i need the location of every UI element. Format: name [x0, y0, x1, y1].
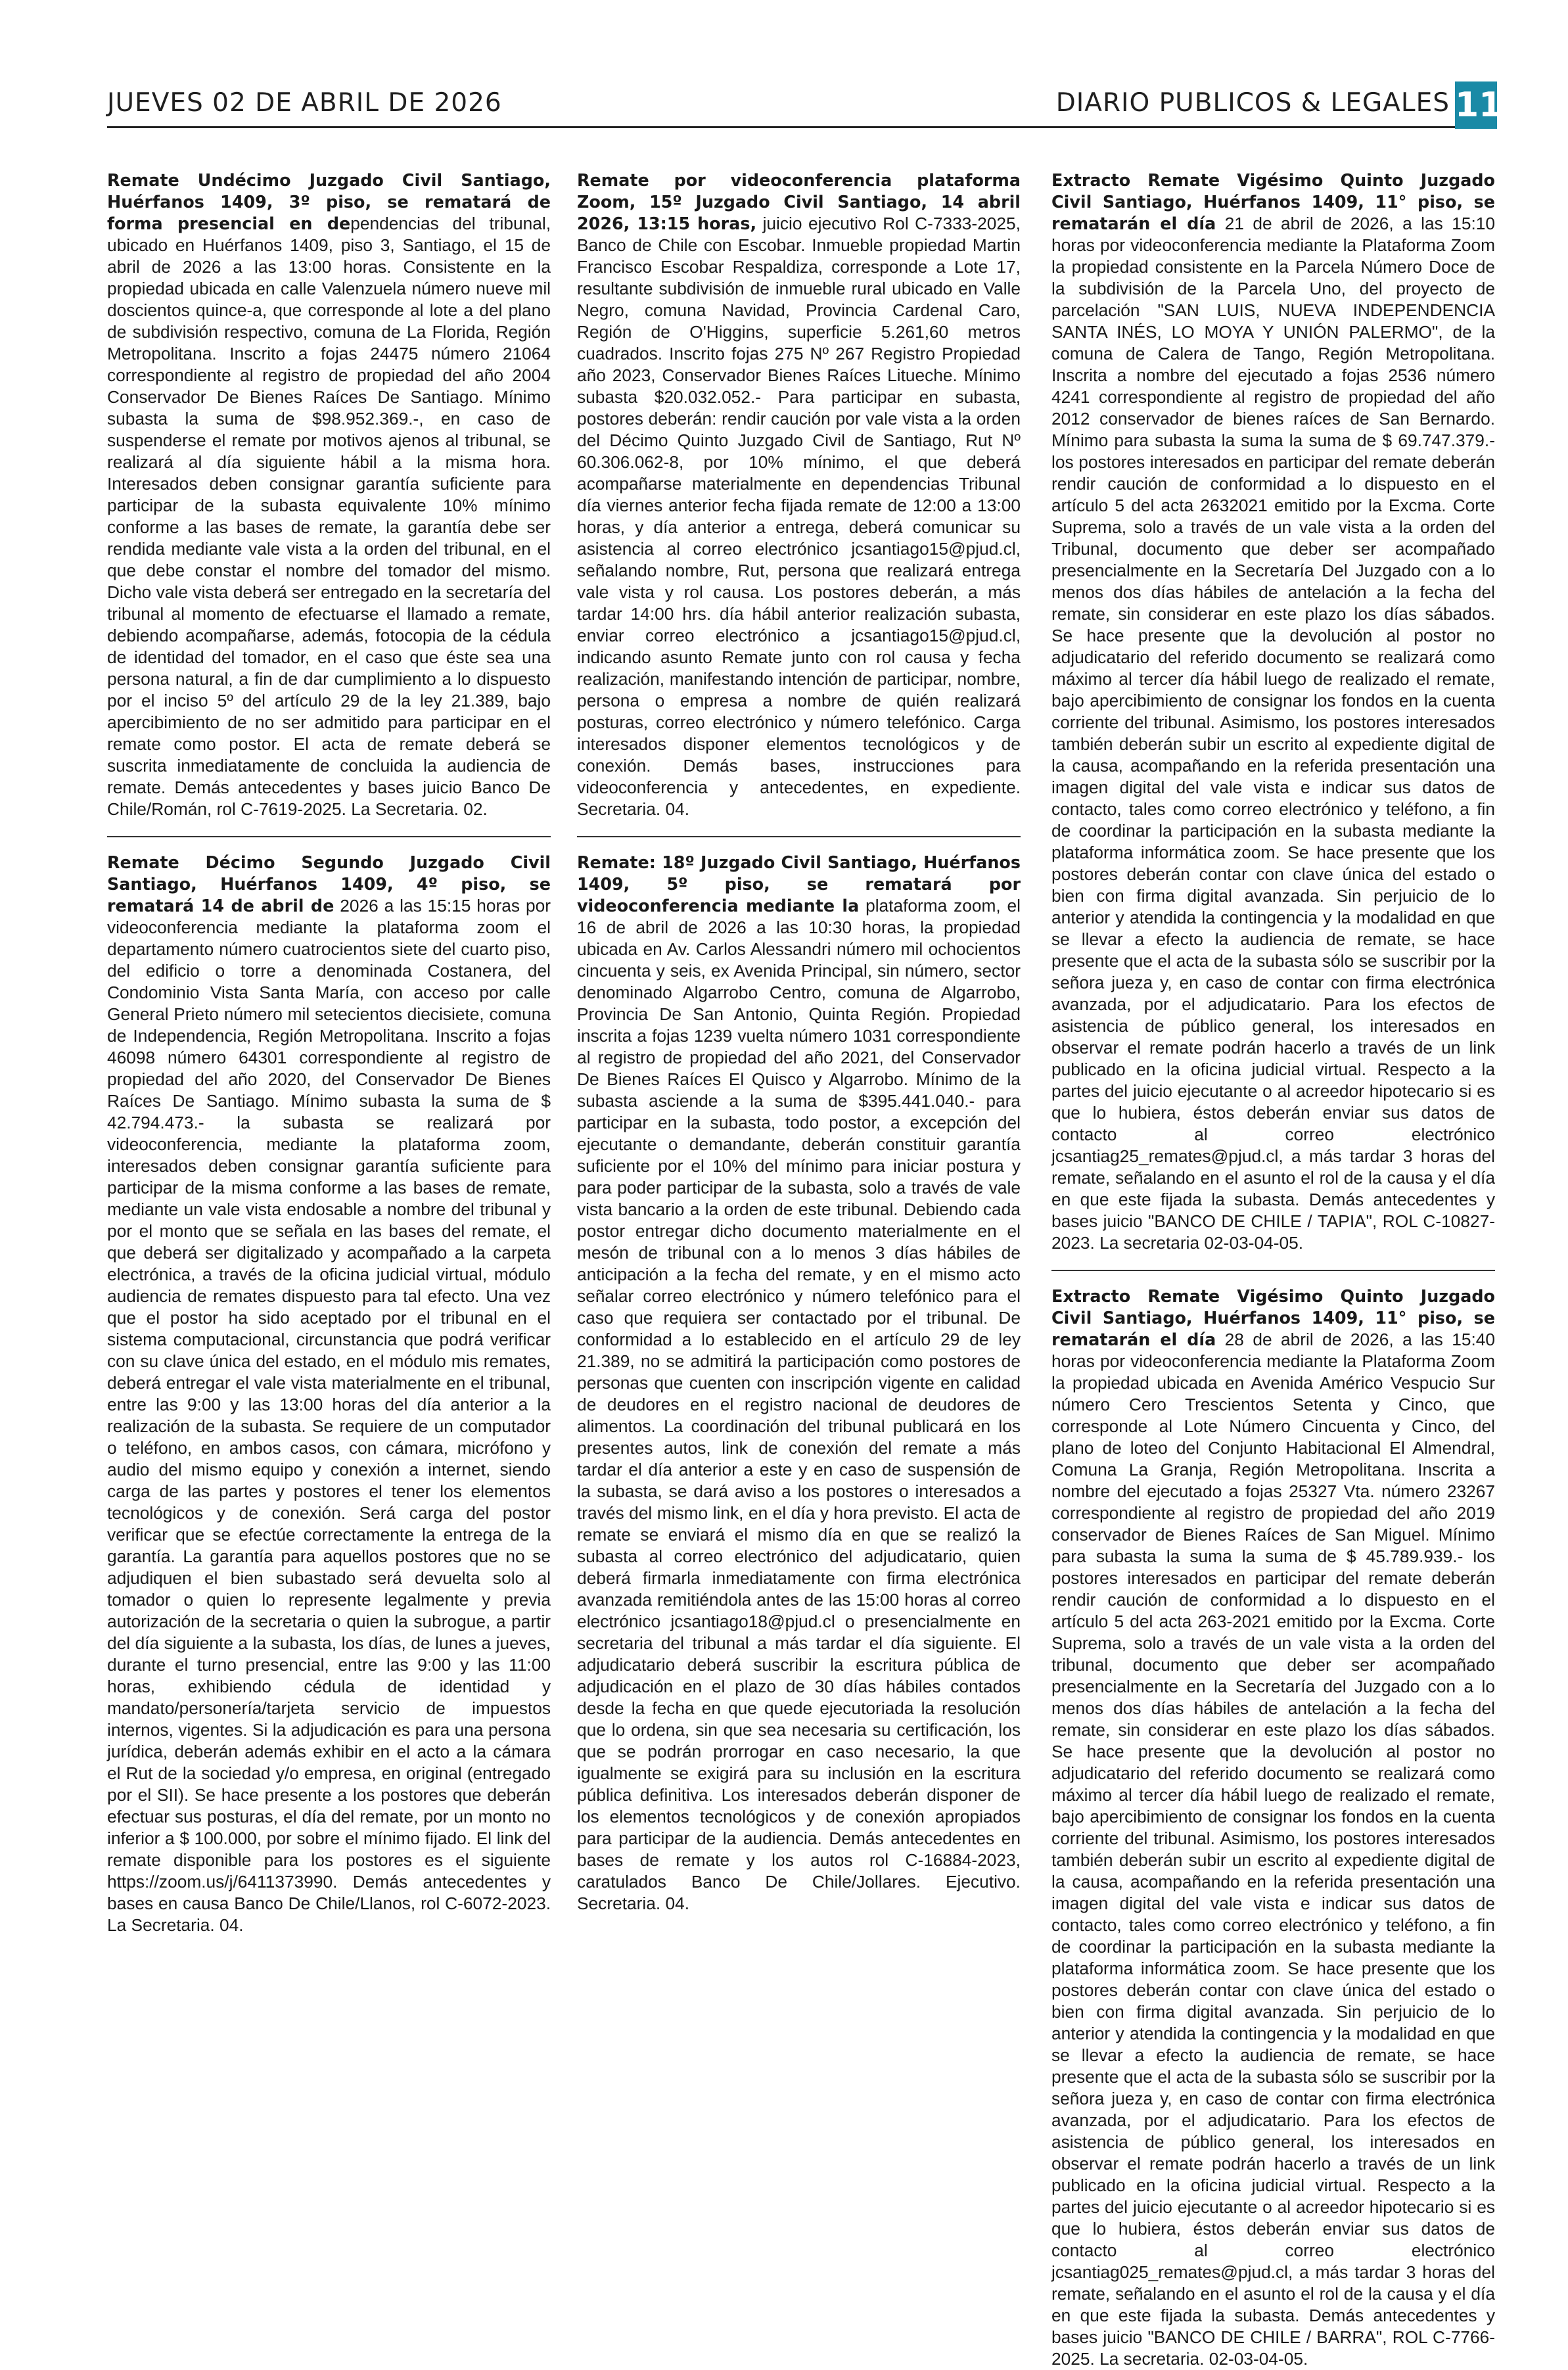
notice-body: 2026 a las 15:15 horas por videoconferencia mediante la plataforma zoom el departamento número cuatrocientos siete del cuarto piso, del edificio o torre a denominada Costanera, del Condominio Vista Santa María, con acceso por calle General Prieto número mil setecientos diecisiete, comuna de Independencia, Región Metropolitana. Inscrito a fojas 46098 número 64301 correspondiente al registro de propiedad del año 2020, del Conservador De Bienes Raíces De Santiago. Mínimo subasta la suma de $ 42.794.473.- la subasta se realizará por videoconferencia, mediante la plataforma zoom, interesados deben consignar garantía suficiente para participar de la misma conforme a las bases de remate, mediante un vale vista endosable a nombre del tribunal y por el monto que se señala en las bases del remate, el que deberá ser digitalizado y acompañado a la carpeta electrónica, a través de la oficina judicial virtual, módulo audiencia de remates dispuesto para tal efecto. Una vez que el postor ha sido aceptado por el tribunal en el sistema computacional, circunstancia que podrá verificar con su clave única del estado, en el módulo mis remates, deberá entregar el vale vista materialmente en el tribunal, entre las 9:00 y las 13:00 horas del día anterior a la realización de la subasta. Se requiere de un computador o teléfono, en ambos casos, con cámara, micrófono y audio del mismo equipo y conexión a internet, siendo carga de las partes y postores el tener los elementos tecnológicos y de conexión. Será carga del postor verificar que se efectúe correctamente la entrega de la garantía. La garantía para aquellos postores que no se adjudiquen el bien subastado será devuelta solo al tomador o quien lo represente legalmente y previa autorización de la secretaria o quien la subrogue, a partir del día siguiente a la subasta, los días, de lunes a jueves, durante el turno presencial, entre las 9:00 y las 11:00 horas, exhibiendo cédula de identidad y mandato/personería/tarjeta servicio de impuestos internos, vigentes. Si la adjudicación es para una persona jurídica, deberán además exhibir en el acto a la cámara el Rut de la sociedad y/o empresa, en original (entregado por el SII). Se hace presente a los postores que deberán efectuar sus posturas, el día del remate, por un monto no inferior a $ 100.000, por sobre el mínimo fijado. El link del remate disponible para los postores es el siguiente https://zoom.us/j/6411373990. Demás antecedentes y bases en causa Banco De Chile/Llanos, rol C-6072-2023. La Secretaria. 04. — [107, 896, 551, 1935]
notice-body: 28 de abril de 2026, a las 15:40 horas por videoconferencia mediante la Plataforma Zoom la propiedad ubicada en Avenida Américo Vespucio Sur número Cero Trescientos Setenta y Cinco, que corresponde al Lote Número Cincuenta y Cinco, del plano de loteo del Conjunto Habitacional El Almendral, Comuna La Granja, Región Metropolitana. Inscrita a nombre del ejecutado a fojas 25327 Vta. número 23267 correspondiente al registro de propiedad del año 2019 conservador de Bienes Raíces de San Miguel. Mínimo para subasta la suma la suma de $ 45.789.939.- los postores interesados en participar del remate deberán rendir caución de conformidad a lo dispuesto en el artículo 5 del acta 263-2021 emitido por la Excma. Corte Suprema, solo a través de un vale vista a la orden del tribunal, documento que deber ser acompañado presencialmente en la Secretaría del Juzgado con a lo menos dos días hábiles de antelación a la fecha del remate, sin considerar en este plazo los días sábados. Se hace presente que la devolución al postor no adjudicatario del referido documento se realizará como máximo al tercer día hábil luego de realizado el remate, bajo apercibimiento de consignar los fondos en la cuenta corriente del tribunal. Asimismo, los postores interesados también deberán subir un escrito al expediente digital de la causa, acompañando en la referida presentación una imagen digital del vale vista e indicar sus datos de contacto, tales como correo electrónico y teléfono, a fin de coordinar la participación en la subasta mediante la plataforma informática zoom. Se hace presente que los postores deberán contar con clave única del estado o bien con firma digital avanzada. Sin perjuicio de lo anterior y atendida la contingencia y la modalidad en que se llevar a efecto la audiencia de remate, se hace presente que el acta de la subasta sólo se suscribir por la señora jueza y, en caso de contar con firma electrónica avanzada, por el adjudicatario. Para los efectos de asistencia de público general, los interesados en observar el remate podrán hacerlo a través de un link publicado en la oficina judicial virtual. Respecto a la partes del juicio ejecutante o al acreedor hipotecario si es que lo hubiera, éstos deberán enviar sus datos de contacto al correo electrónico jcsantiag025_remates@pjud.cl, a más tardar 3 horas del remate, señalando en el asunto el rol de la causa y el día en que este fijada la subasta. Demás antecedentes y bases juicio "BANCO DE CHILE / BARRA", ROL C-7766-2025. La secretaria. 02-03-04-05. — [1051, 1330, 1496, 2369]
divider — [1051, 1270, 1495, 1271]
issue-date: JUEVES 02 DE ABRIL DE 2026 — [107, 88, 502, 118]
notice-2 — [107, 852, 551, 1936]
notice-body: juicio ejecutivo Rol C-7333-2025, Banco de Chile con Escobar. Inmueble propiedad Martin Francisco Escobar Respaldiza, corresponde a Lote 17, resultante subdivisión de inmueble rural ubicado en Valle Negro, comuna Navidad, Provincia Cardenal Caro, Región de O'Higgins, superficie 5.261,60 metros cuadrados. Inscrito fojas 275 Nº 267 Registro Propiedad año 2023, Conservador Bienes Raíces Litueche. Mínimo subasta $20.032.052.- Para participar en subasta, postores deberán: rendir caución por vale vista a la orden del Décimo Quinto Juzgado Civil de Santiago, Rut Nº 60.306.062-8, por 10% mínimo, el que deberá acompañarse materialmente en dependencias Tribunal día viernes anterior fecha fijada remate de 12:00 a 13:00 horas, y día anterior a entrega, deberá comunicar su asistencia al correo electrónico jcsantiago15@pjud.cl, señalando nombre, Rut, persona que realizará entrega vale vista y rol causa. Los postores deberán, a más tardar 14:00 hrs. día hábil anterior realización subasta, enviar correo electrónico a jcsantiago15@pjud.cl, indicando asunto Remate junto con rol causa y fecha realización, manifestando intención de participar, nombre, persona o empresa a nombre de quién realizará posturas, correo electrónico y número telefónico. Carga interesados disponer elementos tecnológicos y de conexión. Demás bases, instrucciones para videoconferencia y antecedentes, en expediente. Secretaria. 04. — [577, 214, 1021, 819]
notice-5 — [1051, 170, 1495, 1254]
column-1 — [107, 170, 551, 1936]
notice-body: 21 de abril de 2026, a las 15:10 horas por videoconferencia mediante la Plataforma Zoom la propiedad consistente en la Parcela Número Doce de la subdivisión de la Parcela Uno, del proyecto de parcelación "SAN LUIS, NUEVA INDEPENDENCIA SANTA INÉS, LO MOYA Y UNIÓN PALERMO", de la comuna de Calera de Tango, Región Metropolitana. Inscrita a nombre del ejecutado a fojas 2536 número 4241 correspondiente al registro de propiedad del año 2012 conservador de bienes raíces de San Bernardo. Mínimo para subasta la suma la suma de $ 69.747.379.- los postores interesados en participar del remate deberán rendir caución de conformidad a lo dispuesto en el artículo 5 del acta 2632021 emitido por la Excma. Corte Suprema, solo a través de un vale vista a la orden del Tribunal, documento que deber ser acompañado presencialmente en la Secretaría Del Juzgado con a lo menos dos días hábiles de antelación a la fecha del remate, sin considerar en este plazo los días sábados. Se hace presente que la devolución al postor no adjudicatario del referido documento se realizará como máximo al tercer día hábil luego de realizado el remate, bajo apercibimiento de consignar los fondos en la cuenta corriente del tribunal. Asimismo, los postores interesados también deberán subir un escrito al expediente digital de la causa, acompañando en la referida presentación una imagen digital del vale vista e indicar sus datos de contacto, tales como correo electrónico y teléfono, a fin de coordinar la participación en la subasta mediante la plataforma informática zoom. Se hace presente que los postores deberán contar con clave única del estado o bien con firma digital avanzada. Sin perjuicio de lo anterior y atendida la contingencia y la modalidad en que se llevar a efecto la audiencia de remate, se hace presente que el acta de la subasta sólo se suscribir por la señora jueza y, en caso de contar con firma electrónica avanzada, por el adjudicatario. Para los efectos de asistencia de público general, los interesados en observar el remate podrán hacerlo a través de un link publicado en la oficina judicial virtual. Respecto a la partes del juicio ejecutante o al acreedor hipotecario si es que lo hubiera, éstos deberán enviar sus datos de contacto al correo electrónico jcsantiag25_remates@pjud.cl, a más tardar 3 horas del remate, señalando en el asunto el rol de la causa y el día en que este fijada la subasta. Demás antecedentes y bases juicio "BANCO DE CHILE / TAPIA", ROL C-10827-2023. La secretaria 02-03-04-05. — [1051, 214, 1496, 1253]
column-3 — [1051, 170, 1495, 2370]
notice-heading: Extracto Remate Vigésimo Quinto Juzgado Civil Santiago, Huérfanos 1409, 11° piso, se rematarán el día — [1051, 1286, 1495, 1349]
notice-heading: Remate: 18º Juzgado Civil Santiago, Huérfanos 1409, 5º piso, se rematará por videoconferencia mediante la — [577, 852, 1021, 916]
notice-heading: Remate por videoconferencia plataforma Zoom, 15º Juzgado Civil Santiago, 14 abril 2026, 13:15 horas, — [577, 170, 1021, 233]
publication-name: DIARIO PUBLICOS & LEGALES — [1055, 88, 1450, 118]
notice-heading: Remate Undécimo Juzgado Civil Santiago, Huérfanos 1409, 3º piso, se rematará de forma presencial en de — [107, 170, 551, 233]
page-number-badge: 11 — [1455, 81, 1497, 129]
notice-1 — [107, 170, 551, 820]
divider — [107, 836, 551, 837]
column-2 — [577, 170, 1021, 1915]
divider — [577, 836, 1021, 837]
notice-4 — [577, 852, 1021, 1915]
notice-body: pendencias del tribunal, ubicado en Huérfanos 1409, piso 3, Santiago, el 15 de abril de 2026 a las 13:00 horas. Consistente en la propiedad ubicada en calle Valenzuela número nueve mil doscientos quince-a, que corresponde al lote a del plano de subdivisión respectivo, comuna de La Florida, Región Metropolitana. Inscrito a fojas 24475 número 21064 correspondiente al registro de propiedad del año 2004 Conservador De Bienes Raíces De Santiago. Mínimo subasta la suma de $98.952.369.-, en caso de suspenderse el remate por motivos ajenos al tribunal, se realizará al día siguiente hábil a la misma hora. Interesados deben consignar garantía suficiente para participar de la subasta equivalente 10% mínimo conforme a las bases de remate, la garantía debe ser rendida mediante vale vista a la orden del tribunal, en el que debe constar el nombre del tomador del mismo. Dicho vale vista deberá ser entregado en la secretaría del tribunal al momento de efectuarse el llamado a remate, debiendo acompañarse, además, fotocopia de la cédula de identidad del tomador, en el caso que éste sea una persona natural, a fin de dar cumplimiento a lo dispuesto por el inciso 5º del artículo 29 de la ley 21.389, bajo apercibimiento de no ser admitido para participar en el remate como postor. El acta de remate deberá se suscrita inmediatamente de concluida la audiencia de remate. Demás antecedentes y bases juicio Banco De Chile/Román, rol C-7619-2025. La Secretaria. 02. — [107, 214, 551, 819]
notice-6 — [1051, 1286, 1495, 2370]
notice-heading: Extracto Remate Vigésimo Quinto Juzgado Civil Santiago, Huérfanos 1409, 11° piso, se rematarán el día — [1051, 170, 1495, 233]
notice-body: plataforma zoom, el 16 de abril de 2026 a las 10:30 horas, la propiedad ubicada en Av. Carlos Alessandri número mil ochocientos cincuenta y seis, ex Avenida Principal, sin número, sector denominado Algarrobo Centro, comuna de Algarrobo, Provincia De San Antonio, Quinta Región. Propiedad inscrita a fojas 1239 vuelta número 1031 correspondiente al registro de propiedad del año 2021, del Conservador De Bienes Raíces El Quisco y Algarrobo. Mínimo de la subasta asciende a la suma de $395.441.040.- para participar en la subasta, todo postor, a excepción del ejecutante o demandante, deberán constituir garantía suficiente por el 10% del mínimo para iniciar postura y para poder participar de la subasta, solo a través de vale vista bancario a la orden de este tribunal. Debiendo cada postor entregar dicho documento materialmente en el mesón de tribunal con a lo menos 3 días hábiles de anticipación a la fecha del remate, y en el mismo acto señalar correo electrónico y número telefónico para el caso que requiera ser contactado por el tribunal. De conformidad a lo establecido en el artículo 29 de ley 21.389, no se admitirá la participación como postores de personas que cuenten con inscripción vigente en calidad de deudores en el registro nacional de deudores de alimentos. La coordinación del tribunal publicará en los presentes autos, link de conexión del remate a más tardar el día anterior a este y en caso de suspensión de la subasta, se dará aviso a los postores o interesados a través del mismo link, en el día y hora previsto. El acta de remate se enviará el mismo día en que se realizó la subasta al correo electrónico del adjudicatario, quien deberá firmarla inmediatamente con firma electrónica avanzada remitiéndola antes de las 15:00 horas al correo electrónico jcsantiago18@pjud.cl o presencialmente en secretaria del tribunal a más tardar el día siguiente. El adjudicatario deberá suscribir la escritura pública de adjudicación en el plazo de 30 días hábiles contados desde la fecha en que quede ejecutoriada la resolución que lo ordena, sin que sea necesaria su certificación, los que se podrán prorrogar en caso necesario, la que igualmente se exigirá para su inclusión en la escritura pública definitiva. Los interesados deberán disponer de los elementos tecnológicos y de conexión apropiados para participar de la audiencia. Demás antecedentes en bases de remate y los autos rol C-16884-2023, caratulados Banco De Chile/Jollares. Ejecutivo. Secretaria. 04. — [577, 896, 1021, 1913]
page-header — [107, 83, 1503, 128]
notice-3 — [577, 170, 1021, 820]
notice-heading: Remate Décimo Segundo Juzgado Civil Santiago, Huérfanos 1409, 4º piso, se rematará 14 de abril de — [107, 852, 551, 916]
